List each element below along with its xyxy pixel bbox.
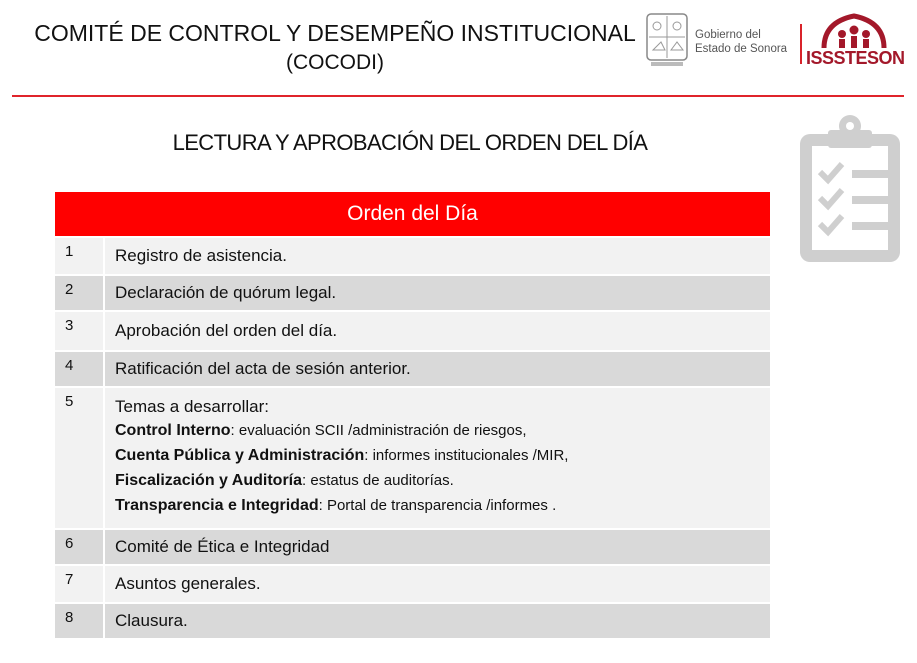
- agenda-row: [55, 350, 770, 386]
- topic-label: Cuenta Pública y Administración: [115, 447, 365, 464]
- committee-name: COMITÉ DE CONTROL Y DESEMPEÑO INSTITUCIONAL: [34, 20, 636, 46]
- topic-detail: : estatus de auditorías.: [302, 472, 454, 489]
- section-title: LECTURA Y APROBACIÓN DEL ORDEN DEL DÍA: [172, 130, 648, 155]
- topic-detail: : informes institucionales /MIR,: [364, 447, 569, 464]
- topic-line: [115, 443, 770, 468]
- agenda-item-number: 3: [55, 312, 105, 350]
- agenda-item-text: Ratificación del acta de sesión anterior.: [115, 359, 411, 378]
- topic-line: [115, 418, 770, 443]
- topic-label: Fiscalización y Auditoría: [115, 472, 303, 489]
- agenda-item-text: [105, 388, 770, 528]
- agenda-item-text: Asuntos generales.: [115, 574, 261, 593]
- agenda-table: [55, 192, 770, 638]
- sonora-seal-icon: [645, 12, 689, 68]
- topic-detail: : Portal de transparencia /informes .: [318, 497, 557, 514]
- topic-detail: : evaluación SCII /administración de riesgos,: [230, 422, 527, 439]
- agenda-item-number: 6: [55, 530, 105, 564]
- brand-logo-text: ISSSTESON: [806, 48, 905, 68]
- committee-acronym: (COCODI): [286, 51, 384, 74]
- agenda-item-number: 8: [55, 604, 105, 638]
- topic-line: [115, 493, 770, 518]
- agenda-item-text: Registro de asistencia.: [115, 246, 287, 265]
- checklist-clipboard-icon: [798, 112, 902, 264]
- agenda-item-number: 7: [55, 566, 105, 602]
- document-title: [30, 18, 640, 78]
- agenda-item-text: Clausura.: [115, 611, 188, 630]
- agenda-row: [55, 564, 770, 602]
- agenda-item-number: 4: [55, 352, 105, 386]
- agenda-row: [55, 274, 770, 310]
- agenda-item-number: 1: [55, 238, 105, 274]
- agenda-item-number: 5: [55, 388, 105, 528]
- agenda-item-text: Aprobación del orden del día.: [115, 321, 338, 340]
- agenda-row: [55, 236, 770, 274]
- agenda-item-number: 2: [55, 276, 105, 310]
- topic-line: [115, 468, 770, 493]
- agenda-row: [55, 386, 770, 528]
- topic-label: Transparencia e Integridad: [115, 497, 319, 514]
- header-rule: [12, 95, 904, 97]
- agenda-header: Orden del Día: [55, 192, 770, 236]
- agenda-row: [55, 602, 770, 638]
- topics-intro: Temas a desarrollar:: [115, 397, 270, 416]
- logo-divider: [800, 24, 802, 64]
- agenda-row: [55, 310, 770, 350]
- agenda-item-text: Declaración de quórum legal.: [115, 283, 337, 302]
- topic-label: Control Interno: [115, 422, 231, 439]
- agenda-row: [55, 528, 770, 564]
- government-logo-text: Gobierno del Estado de Sonora: [695, 29, 788, 55]
- agenda-item-text: Comité de Ética e Integridad: [115, 537, 330, 556]
